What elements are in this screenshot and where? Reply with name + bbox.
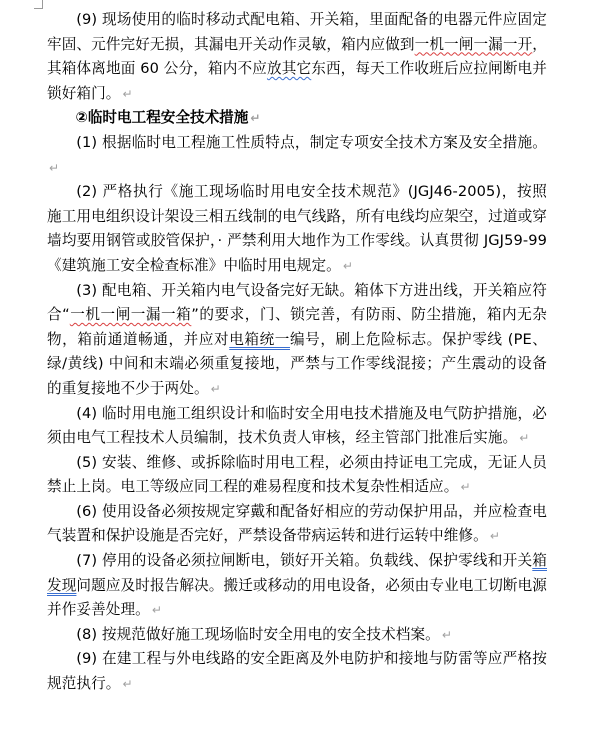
spellcheck-text-run: 一机一闸一漏一开: [414, 35, 533, 53]
paragraph-item-9-distribution-box: [47, 8, 547, 106]
paragraph-item-9: [47, 647, 547, 696]
spellcheck-text-run: 一机一闸一漏一箱: [69, 306, 192, 324]
document-body: [47, 8, 547, 697]
text-run: (4) 临时用电施工组织设计和临时安全用电技术措施及电气防护措施，必须由电气工程技术人员编制，技术负责人审核，经主管部门批准后实施。: [47, 404, 547, 447]
paragraph-item-2: [47, 180, 547, 278]
paragraph-mark-icon: ↵: [151, 603, 163, 618]
paragraph-item-6: [47, 500, 547, 549]
paragraph-mark-icon: ↵: [122, 86, 133, 101]
crop-mark-horizontal: [34, 8, 43, 9]
text-run: ，其箱体离地面 60 公分，箱内不应: [47, 35, 547, 78]
text-run: 问题应及时报告解决。搬迁或移动的用电设备，必须由专业电工切断电源并作妥善处理。: [47, 576, 548, 619]
text-run: (9) 在建工程与外电线路的安全距离及外电防护和接地与防雷等应严格按规范执行。: [47, 650, 547, 693]
text-run: (8) 按规范做好施工现场临时安全用电的安全技术档案。: [76, 625, 440, 643]
paragraph-item-8: [47, 623, 547, 648]
section-heading-text: ②临时电工程安全技术措施: [75, 109, 249, 127]
paragraph-item-1: [47, 131, 547, 180]
paragraph-mark-icon: ↵: [441, 627, 453, 642]
grammar-check-text-run: 箱发现: [47, 552, 547, 594]
text-run: (1) 根据临时电工程施工性质特点，制定专项安全技术方案及安全措施。: [76, 133, 547, 151]
grammar-check-text-run: 电箱统一: [229, 330, 290, 348]
crop-mark-vertical: [42, 0, 43, 8]
paragraph-item-3: [47, 279, 547, 402]
text-run: (5) 安装、维修、或拆除临时用电工程，必须由持证电工完成，无证人员禁止上岗。电工等级应同工程的难易程度和技术复杂性相适应。: [47, 453, 547, 496]
text-run: ”的要求，门、锁完善，有防雨、防尘措施，箱内无杂物，箱前通道畅通，并应对: [47, 306, 547, 348]
grammar-check-text-run: 放其它: [266, 60, 312, 78]
text-run: (2) 严格执行《施工现场临时用电安全技术规范》(JGJ46-2005)，按照施工用电组织设计架设三相五线制的电气线路，所有电线均应架空，过道或穿墙均要用钢管或胶管保护，· 严禁利用大地作为工作零线。认真贯彻 JGJ59-99《建筑施工安全检查标准》中临时用电规定。: [47, 183, 547, 274]
paragraph-mark-icon: ↵: [460, 480, 471, 495]
paragraph-item-4: [47, 402, 547, 451]
paragraph-mark-icon: ↵: [49, 160, 60, 175]
paragraph-mark-icon: ↵: [342, 258, 354, 273]
section-heading: [47, 106, 547, 131]
paragraph-mark-icon: ↵: [489, 529, 500, 544]
paragraph-item-5: [47, 451, 547, 500]
text-run: 编号，刷上危险标志。保护零线 (PE、绿/黄线) 中间和末端必须重复接地，严禁与工作零线混接；产生震动的设备的重复接地不少于两处。: [47, 330, 548, 397]
text-run: (9) 现场使用的临时移动式配电箱、开关箱，里面配备的电器元件应固定牢固、元件完好无损，其漏电开关动作灵敏，箱内应做到: [47, 11, 547, 53]
paragraph-mark-icon: ↵: [210, 381, 221, 396]
paragraph-mark-icon: ↵: [519, 431, 530, 446]
paragraph-item-7: [47, 549, 547, 623]
text-run: (6) 使用设备必须按规定穿戴和配备好相应的劳动保护用品，并应检查电气装置和保护设施是否完好，严禁设备带病运转和进行运转中维修。: [47, 502, 547, 545]
text-run: (7) 停用的设备必须拉闸断电，锁好开关箱。负载线、保护零线和开关: [76, 552, 533, 570]
text-run: (3) 配电箱、开关箱内电气设备完好无缺。箱体下方进出线，开关箱应符合“: [47, 281, 547, 324]
text-run: 东西，每天工作收班后应拉闸断电并锁好箱门。: [47, 60, 547, 102]
paragraph-mark-icon: ↵: [250, 111, 261, 126]
paragraph-mark-icon: ↵: [122, 677, 133, 692]
